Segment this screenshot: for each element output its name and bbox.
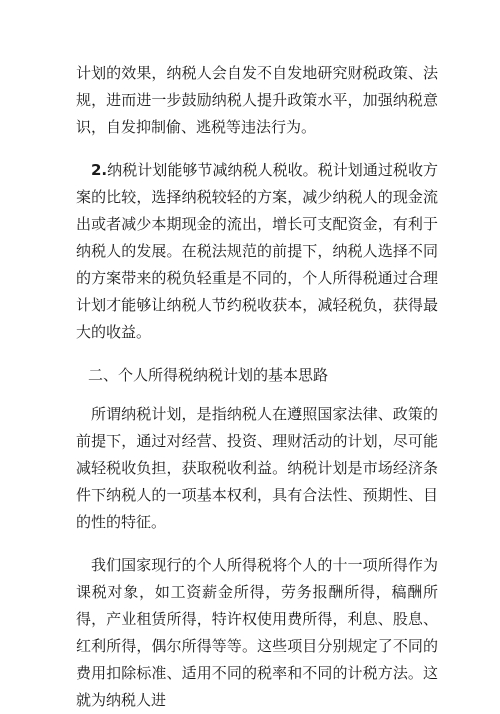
paragraph-2-number: 2. — [91, 161, 108, 179]
paragraph-2 — [76, 157, 438, 346]
paragraph-4: 我们国家现行的个人所得税将个人的十一项所得作为课税对象，如工资薪金所得，劳务报酬所得，稿酬所得，产业租赁所得，特许权使用费所得，利息、股息、红利所得，偶尔所得等等。这些项目分别规定了不同的费用扣除标准、适用不同的税率和不同的计税方法。这就为纳税人进 — [76, 556, 438, 709]
paragraph-3: 所谓纳税计划，是指纳税人在遵照国家法律、政策的前提下，通过对经营、投资、理财活动的计划，尽可能减轻税收负担，获取税收利益。纳税计划是市场经济条件下纳税人的一项基本权利，具有合法性、预期性、目的性的特征。 — [76, 405, 438, 531]
section-heading-2: 二、个人所得税纳税计划的基本思路 — [88, 366, 329, 384]
paragraph-1: 计划的效果，纳税人会自发不自发地研究财税政策、法规，进而进一步鼓励纳税人提升政策水平，加强纳税意识，自发抑制偷、逃税等违法行为。 — [76, 64, 438, 136]
paragraph-2-body: 纳税计划能够节减纳税人税收。税计划通过税收方案的比较，选择纳税较轻的方案，减少纳税人的现金流出或者减少本期现金的流出，增长可支配资金，有利于纳税人的发展。在税法规范的前提下，纳税人选择不同的方案带来的税负轻重是不同的，个人所得税通过合理计划才能够让纳税人节约税收获本，减轻税负，获得最大的收益。 — [76, 161, 438, 341]
